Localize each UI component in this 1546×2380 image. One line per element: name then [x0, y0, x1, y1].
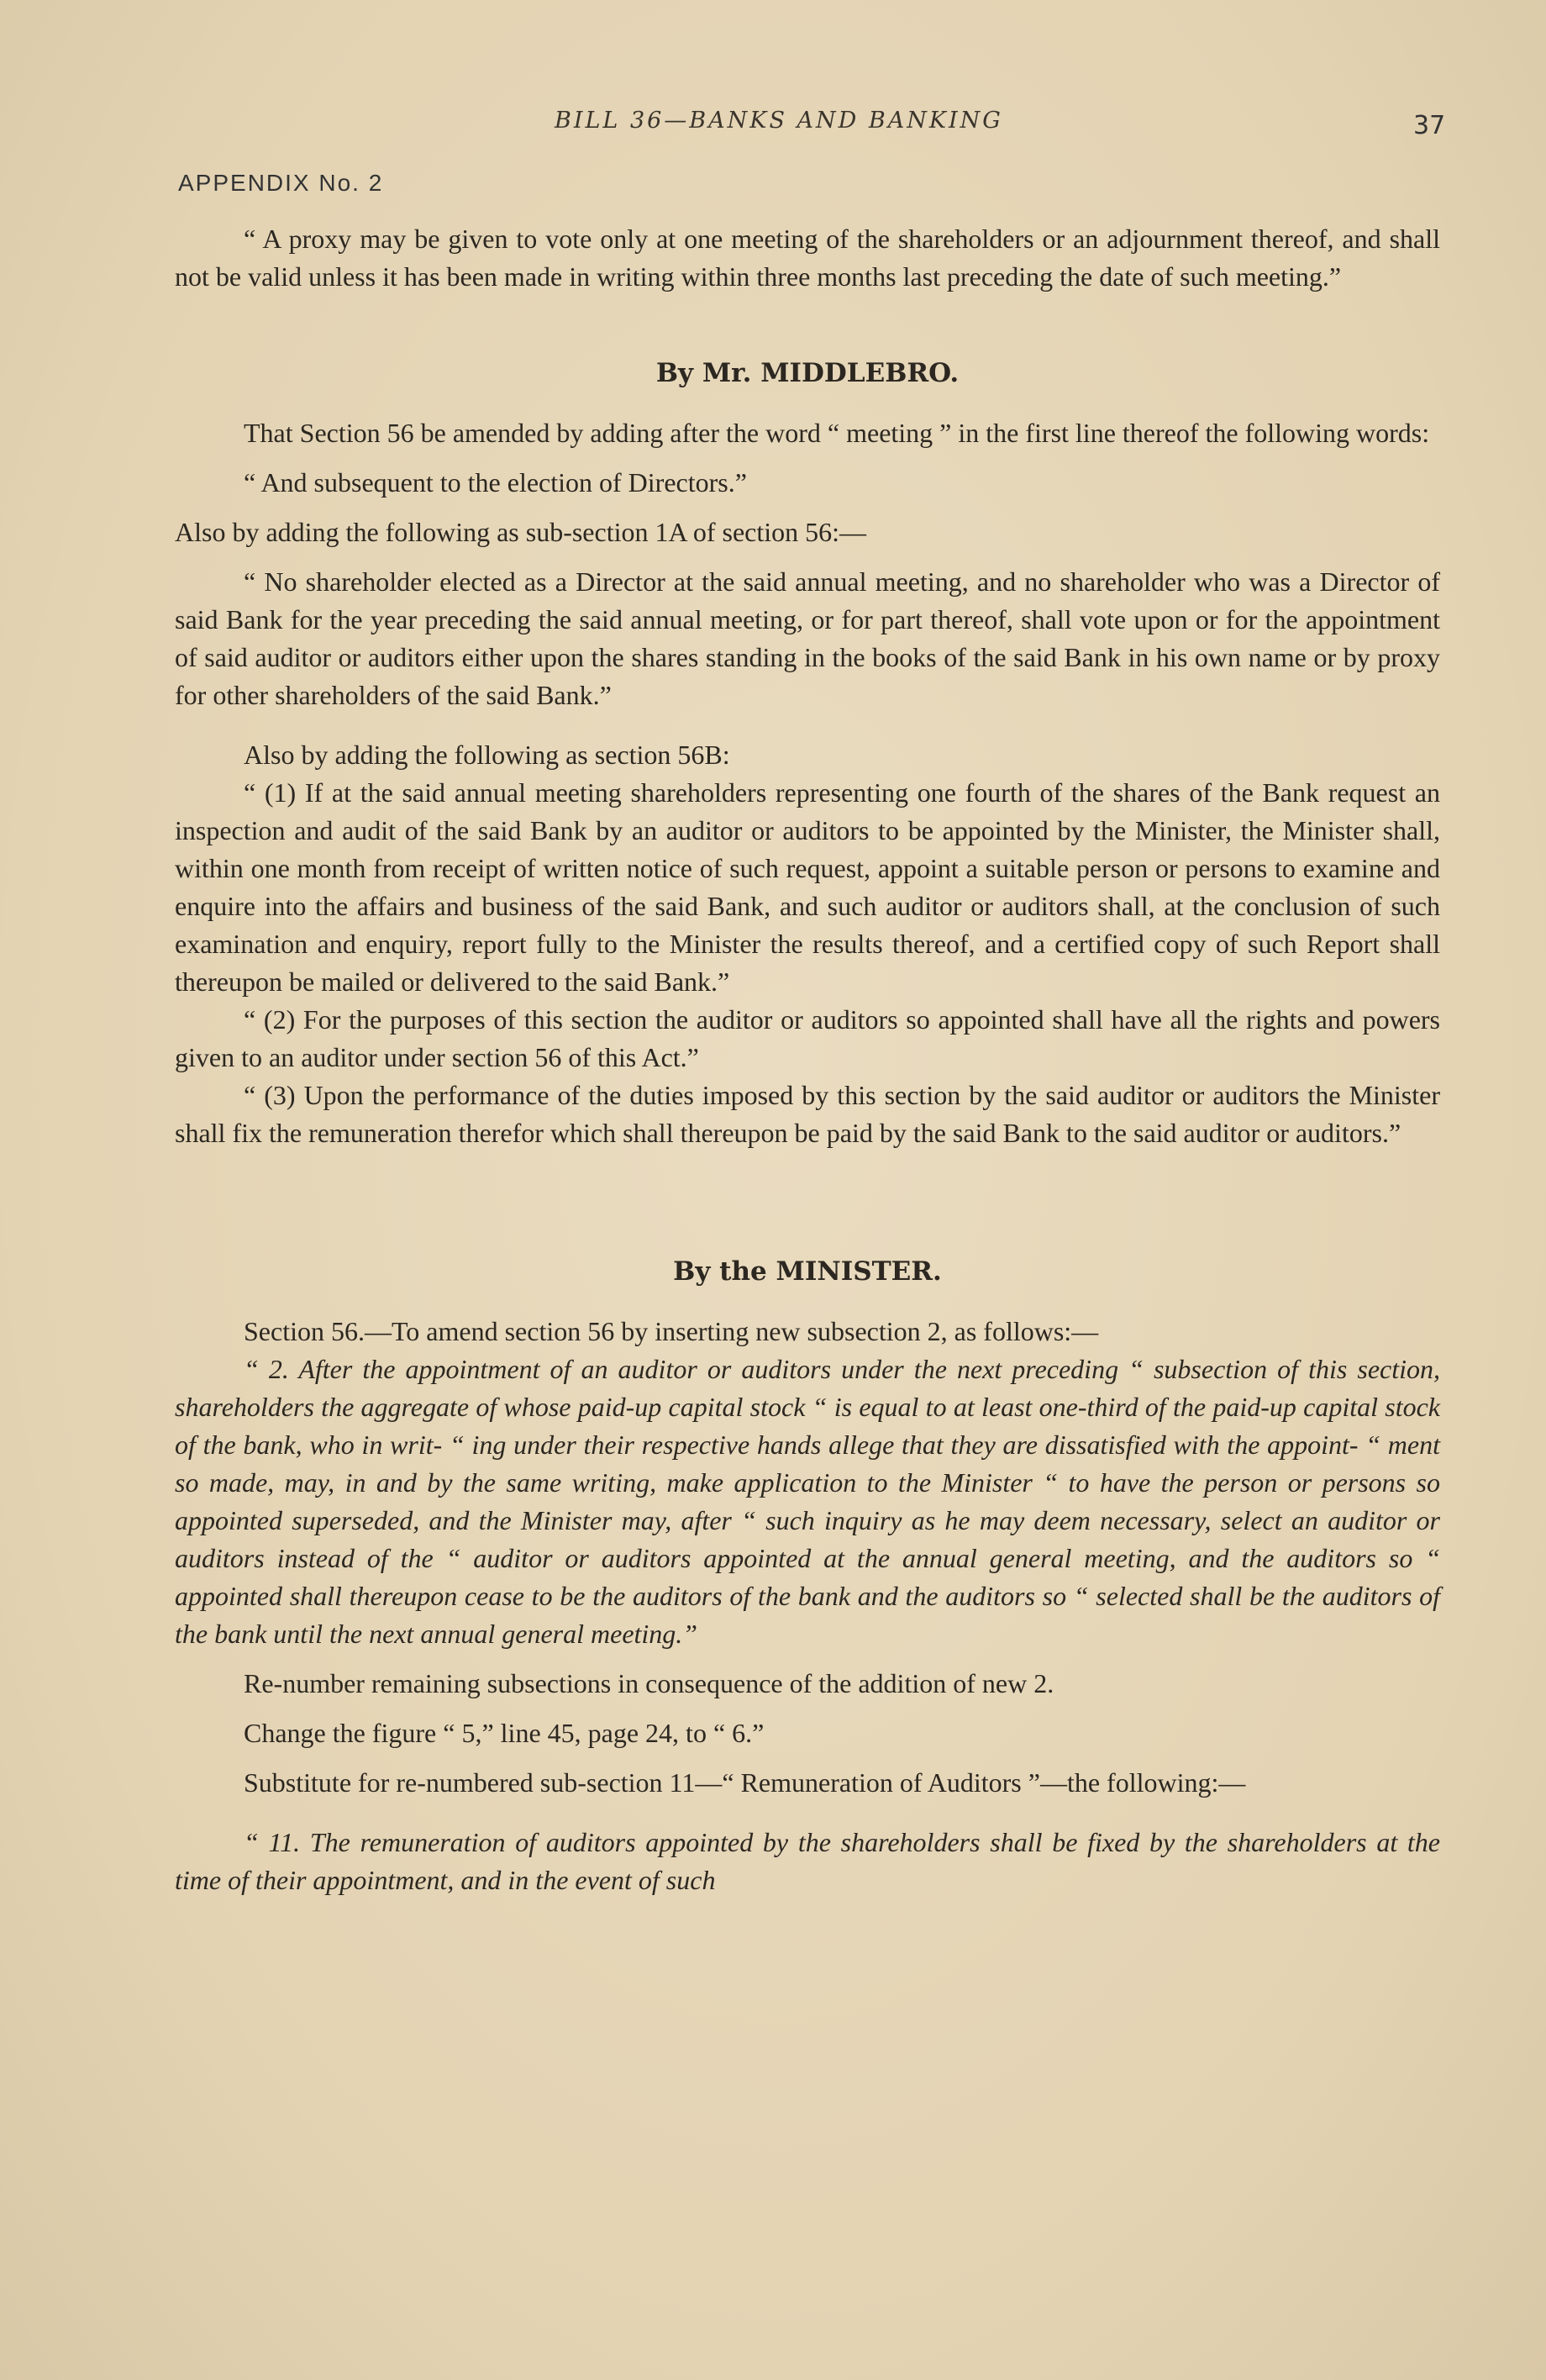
section-56-intro: Section 56.—To amend section 56 by inserting new subsection 2, as follows:— [244, 1316, 1099, 1346]
quote-subsection-1a: “ No shareholder elected as a Director at the said annual meeting, and no shareholder who was a Director of said Bank for the year preceding the said annual meeting, or for part thereof, shall vote upon or for the appointment of said auditor or auditors either upon the shares standing in the books of the said Bank in his own name or by proxy for other shareholders of the said Bank.” [175, 566, 1440, 710]
new-subsection-2-text: “ 2. After the appointment of an auditor or auditors under the next preceding “ subsection of this section, shareholders the aggregate of whose paid-up capital stock “ is equal to at least one-third of the paid-up capital stock of the bank, who in writ- “ ing under their respective hands allege that they are dissatisfied with the appoint- “ ment so made, may, in and by the same writing, make application to the Minister “ to have the person or persons so appointed superseded, and the Minister may, after “ such inquiry as he may deem necessary, select an auditor or auditors instead of the “ auditor or auditors appointed at the annual general meeting, and the auditors so “ appointed shall thereupon cease to be the auditors of the bank and the auditors so “ selected shall be the auditors of the bank until the next annual general meeting.” [175, 1354, 1440, 1649]
page-number: 37 [1413, 111, 1446, 140]
also-subsection-1a: Also by adding the following as sub-section 1A of section 56:— [175, 517, 867, 547]
also-section-56b: Also by adding the following as section 56B: [244, 740, 730, 770]
renumber-paragraph: Re-number remaining subsections in consequence of the addition of new 2. [244, 1668, 1054, 1698]
section-56b-clause-2: “ (2) For the purposes of this section the auditor or auditors so appointed shall have all the rights and powers given to an auditor under section 56 of this Act.” [175, 1004, 1440, 1072]
amend-section-56-paragraph: That Section 56 be amended by adding after the word “ meeting ” in the first line thereof the following words: [244, 418, 1430, 448]
section-56b-clause-1: “ (1) If at the said annual meeting shareholders representing one fourth of the shares of the Bank request an inspection and audit of the said Bank by an auditor or auditors to be appointed by the Minister, the Minister shall, within one month from receipt of written notice of such request, appoint a suitable person or persons to examine and enquire into the affairs and business of the said Bank, and such auditor or auditors shall, at the conclusion of such examination and enquiry, report fully to the Minister the results thereof, and a certified copy of such Report shall thereupon be mailed or delivered to the said Bank.” [175, 777, 1440, 997]
appendix-label: APPENDIX No. 2 [178, 170, 384, 196]
substitute-paragraph: Substitute for re-numbered sub-section 11—“ Remuneration of Auditors ”—the following:— [244, 1767, 1246, 1798]
page-body [175, 220, 1440, 1899]
quote-directors: “ And subsequent to the election of Directors.” [244, 467, 747, 498]
proxy-quote-paragraph: “ A proxy may be given to vote only at one meeting of the shareholders or an adjournment thereof, and shall not be valid unless it has been made in writing within three months last preceding the date of such meeting.” [175, 224, 1440, 292]
running-head: BILL 36—BANKS AND BANKING [555, 108, 1003, 134]
heading-middlebro: By Mr. MIDDLEBRO. [655, 358, 960, 388]
section-56b-clause-3: “ (3) Upon the performance of the duties imposed by this section by the said auditor or auditors the Minister shall fix the remuneration therefor which shall thereupon be paid by the said Bank to the said auditor or auditors.” [175, 1080, 1440, 1148]
subsection-11-text: “ 11. The remuneration of auditors appointed by the shareholders shall be fixed by the shareholders at the time of their appointment, and in the event of such [175, 1827, 1440, 1895]
heading-minister: By the MINISTER. [673, 1256, 942, 1287]
change-figure-paragraph: Change the figure “ 5,” line 45, page 24, to “ 6.” [244, 1718, 765, 1748]
